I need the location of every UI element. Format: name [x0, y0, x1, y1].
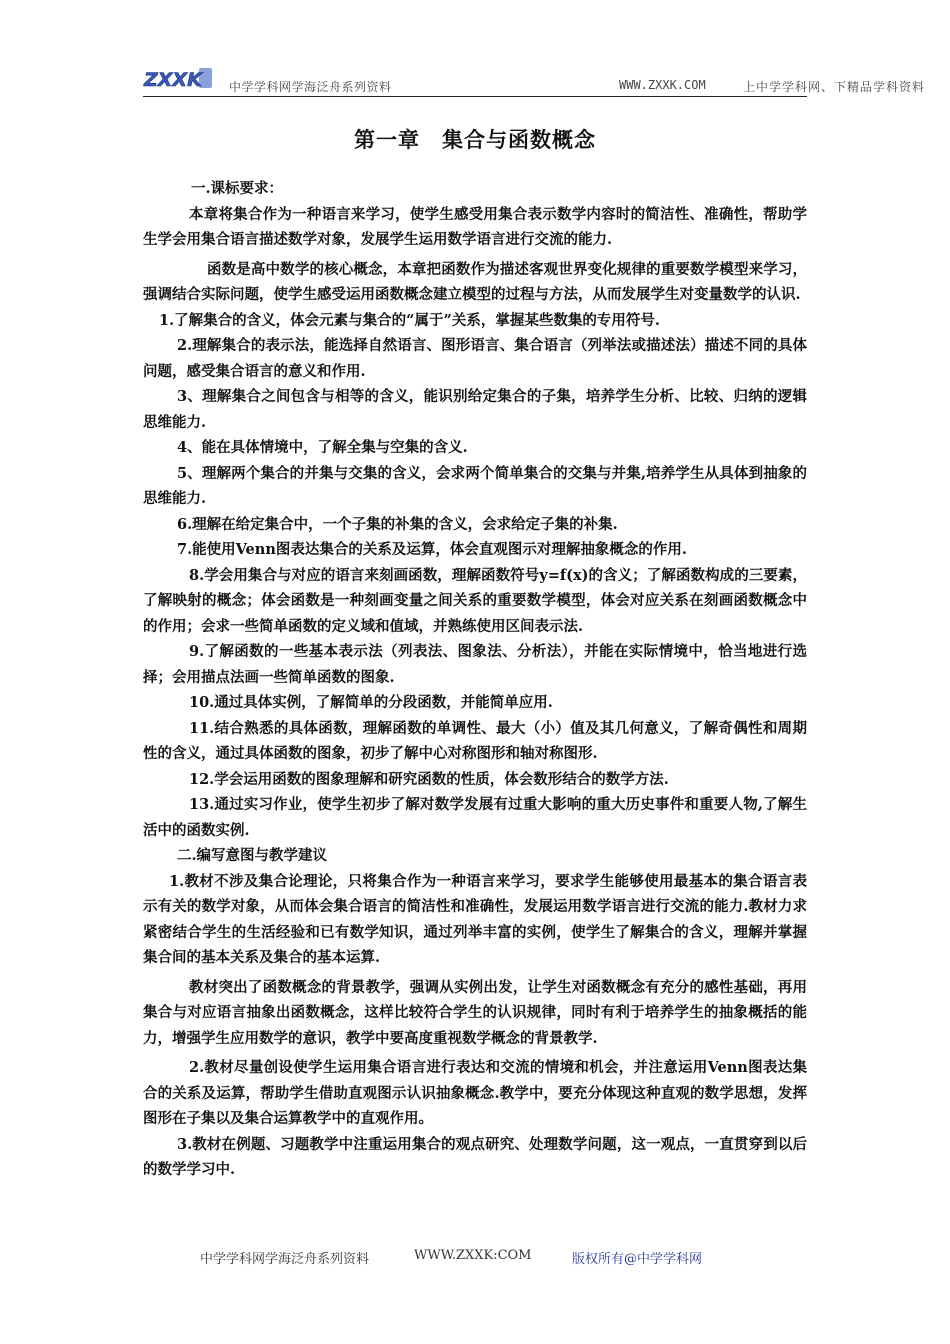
header-left-text: 中学学科网学海泛舟系列资料 [229, 80, 392, 94]
footer-copyright-link[interactable]: 版权所有@中学学科网 [572, 1252, 703, 1267]
list-item: 13.通过实习作业，使学生初步了解对数学发展有过重大影响的重大历史事件和重要人物,了解生活中的函数实例. [143, 796, 807, 839]
paragraph: 函数是高中数学的核心概念，本章把函数作为描述客观世界变化规律的重要数学模型来学习，强调结合实际问题，使学生感受运用函数概念建立模型的过程与方法，从而发展学生对变量数学的认识. [143, 260, 807, 303]
document-body [143, 176, 807, 1183]
list-item: 3、理解集合之间包含与相等的含义，能识别给定集合的子集，培养学生分析、比较、归纳的逻辑思维能力. [143, 388, 807, 431]
section-heading-1: 一.课标要求： [191, 180, 284, 197]
list-item: 10.通过具体实例，了解简单的分段函数，并能简单应用. [189, 694, 553, 711]
paragraph: 3.教材在例题、习题教学中注重运用集合的观点研究、处理数学问题，这一观点，一直贯穿到以后的数学学习中. [143, 1135, 807, 1178]
logo-text: ZXXK [144, 69, 202, 90]
footer-left-text: 中学学科网学海泛舟系列资料 [200, 1252, 370, 1267]
header-right-text: 上中学学科网、下精品学科资料 [743, 80, 926, 94]
list-item: 9.了解函数的一些基本表示法（列表法、图象法、分析法），并能在实际情境中，恰当地进行选择；会用描点法画一些简单函数的图象. [143, 643, 807, 686]
page-header [143, 64, 926, 97]
list-item: 11.结合熟悉的具体函数，理解函数的单调性、最大（小）值及其几何意义，了解奇偶性和周期性的含义，通过具体函数的图象，初步了解中心对称图形和轴对称图形. [143, 719, 807, 762]
list-item: 12.学会运用函数的图象理解和研究函数的性质，体会数形结合的数学方法. [189, 770, 669, 788]
chapter-title: 第一章 集合与函数概念 [354, 127, 596, 152]
list-item: 5、理解两个集合的并集与交集的含义，会求两个简单集合的交集与并集,培养学生从具体到抽象的思维能力. [143, 464, 807, 507]
paragraph: 本章将集合作为一种语言来学习，使学生感受用集合表示数学内容时的简洁性、准确性，帮助学生学会用集合语言描述数学对象，发展学生运用数学语言进行交流的能力. [143, 205, 807, 248]
list-item: 7.能使用Venn图表达集合的关系及运算，体会直观图示对理解抽象概念的作用. [177, 541, 687, 558]
footer-site-url[interactable]: WWW.ZXXK:COM [414, 1248, 532, 1263]
paragraph: 1.教材不涉及集合论理论，只将集合作为一种语言来学习，要求学生能够使用最基本的集合语言表示有关的数学对象，从而体会集合语言的简洁性和准确性，发展运用数学语言进行交流的能力.教材力求紧密结合学生的生活经验和已有数学知识，通过列举丰富的实例，使学生了解集合的含义，理解并掌握集合间的基本关系及集合的基本运算. [143, 872, 807, 966]
list-item: 8.学会用集合与对应的语言来刻画函数，理解函数符号y=f(x)的含义；了解函数构成的三要素，了解映射的概念；体会函数是一种刻画变量之间关系的重要数学模型，体会对应关系在刻画函数概念中的作用；会求一些简单函数的定义域和值域，并熟练使用区间表示法. [143, 566, 807, 635]
header-site-url[interactable]: WWW.ZXXK.COM [619, 78, 706, 92]
list-item: 4、能在具体情境中，了解全集与空集的含义. [177, 439, 468, 456]
list-item: 1.了解集合的含义，体会元素与集合的“属于”关系，掌握某些数集的专用符号. [159, 311, 660, 329]
zxxk-logo-icon [143, 66, 213, 90]
paragraph: 教材突出了函数概念的背景教学，强调从实例出发，让学生对函数概念有充分的感性基础，再用集合与对应语言抽象出函数概念，这样比较符合学生的认识规律，同时有利于培养学生的抽象概括的能力，增强学生应用数学的意识，教学中要高度重视数学概念的背景教学. [143, 978, 807, 1047]
section-heading-2: 二.编写意图与教学建议 [177, 847, 328, 864]
paragraph: 2.教材尽量创设使学生运用集合语言进行表达和交流的情境和机会，并注意运用Venn图表达集合的关系及运算，帮助学生借助直观图示认识抽象概念.教学中，要充分体现这种直观的数学思想，发挥图形在子集以及集合运算教学中的直观作用。 [143, 1059, 807, 1127]
list-item: 2.理解集合的表示法，能选择自然语言、图形语言、集合语言（列举法或描述法）描述不同的具体问题，感受集合语言的意义和作用. [143, 337, 807, 380]
list-item: 6.理解在给定集合中，一个子集的补集的含义，会求给定子集的补集. [177, 515, 618, 533]
